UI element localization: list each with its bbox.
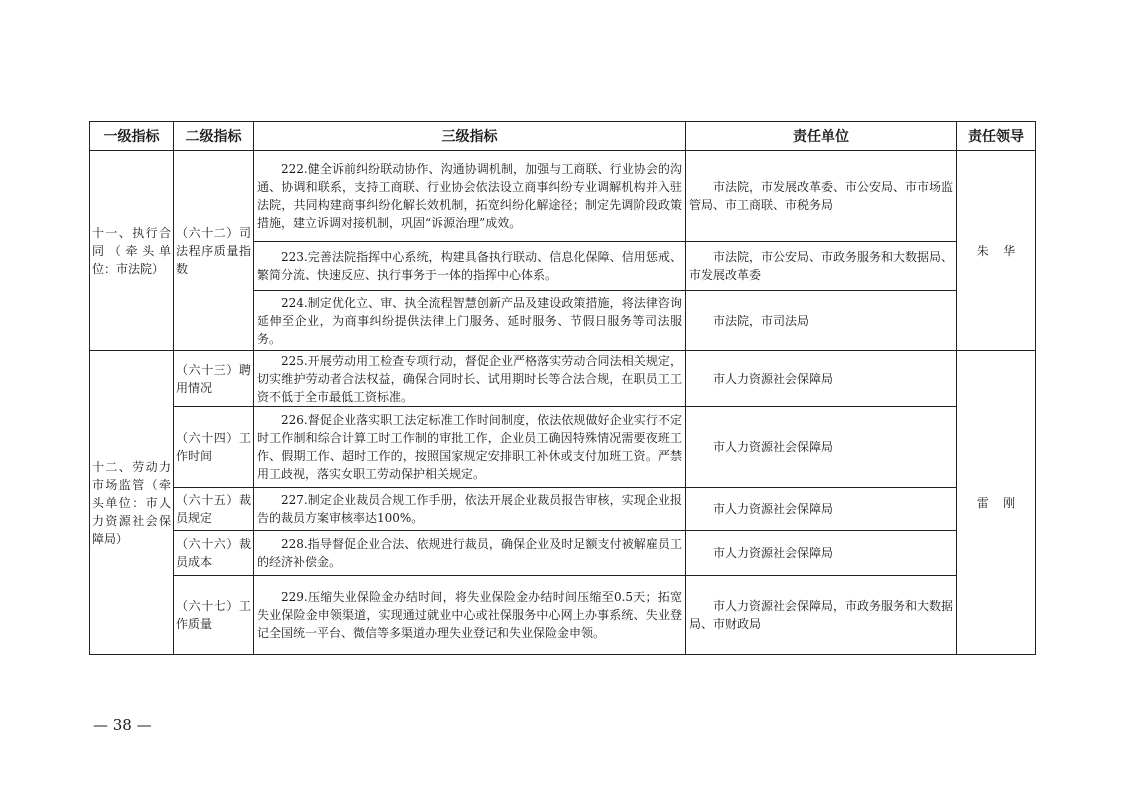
level2-cell: （六十三）聘用情况 (174, 351, 254, 407)
table-row (90, 576, 1036, 655)
leader-cell: 雷刚 (957, 351, 1036, 655)
level2-cell: （六十七）工作质量 (174, 576, 254, 655)
level2-cell: （六十四）工作时间 (174, 407, 254, 488)
leader-cell: 朱华 (957, 151, 1036, 351)
level3-cell: 225.开展劳动用工检查专项行动，督促企业严格落实劳动合同法相关规定，切实维护劳动者合法权益，确保合同时长、试用期时长等合法合规，在职员工工资不低于全市最低工资标准。 (254, 351, 686, 407)
table-row (90, 351, 1036, 407)
units-cell: 市人力资源社会保障局 (686, 351, 957, 407)
table-row (90, 151, 1036, 242)
header-leader: 责任领导 (957, 122, 1036, 151)
table-header-row (90, 122, 1036, 151)
level2-cell: （六十二）司法程序质量指数 (174, 151, 254, 351)
table-row (90, 488, 1036, 531)
header-level2: 二级指标 (174, 122, 254, 151)
units-cell: 市法院，市司法局 (686, 291, 957, 351)
units-cell: 市人力资源社会保障局 (686, 488, 957, 531)
units-cell: 市法院，市公安局、市政务服务和大数据局、市发展改革委 (686, 242, 957, 291)
header-level3: 三级指标 (254, 122, 686, 151)
table-row (90, 531, 1036, 576)
level3-cell: 222.健全诉前纠纷联动协作、沟通协调机制，加强与工商联、行业协会的沟通、协调和联系，支持工商联、行业协会依法设立商事纠纷专业调解机构并入驻法院，共同构建商事纠纷化解长效机制，拓宽纠纷化解途径；制定先调阶段政策措施，建立诉调对接机制，巩固“诉源治理”成效。 (254, 151, 686, 242)
units-cell: 市人力资源社会保障局，市政务服务和大数据局、市财政局 (686, 576, 957, 655)
level3-cell: 229.压缩失业保险金办结时间，将失业保险金办结时间压缩至0.5天；拓宽失业保险金申领渠道，实现通过就业中心或社保服务中心网上办事系统、失业登记全国统一平台、微信等多渠道办理失业登记和失业保险金申领。 (254, 576, 686, 655)
level1-cell: 十二、劳动力市场监管（牵头单位：市人力资源社会保障局） (90, 351, 174, 655)
level3-cell: 224.制定优化立、审、执全流程智慧创新产品及建设政策措施，将法律咨询延伸至企业，为商事纠纷提供法律上门服务、延时服务、节假日服务等司法服务。 (254, 291, 686, 351)
level3-cell: 226.督促企业落实职工法定标准工作时间制度，依法依规做好企业实行不定时工作制和综合计算工时工作制的审批工作，企业员工确因特殊情况需要夜班工作、假期工作、超时工作的，按照国家规定安排职工补休或支付加班工资。严禁用工歧视，落实女职工劳动保护相关规定。 (254, 407, 686, 488)
header-units: 责任单位 (686, 122, 957, 151)
units-cell: 市人力资源社会保障局 (686, 531, 957, 576)
level1-cell: 十一、执行合同（牵头单位：市法院） (90, 151, 174, 351)
header-level1: 一级指标 (90, 122, 174, 151)
level2-cell: （六十六）裁员成本 (174, 531, 254, 576)
level2-cell: （六十五）裁员规定 (174, 488, 254, 531)
level3-cell: 228.指导督促企业合法、依规进行裁员，确保企业及时足额支付被解雇员工的经济补偿金。 (254, 531, 686, 576)
page-number: — 38 — (93, 716, 152, 734)
indicator-table (89, 121, 1036, 655)
level3-cell: 223.完善法院指挥中心系统，构建具备执行联动、信息化保障、信用惩戒、繁简分流、快速反应、执行事务于一体的指挥中心体系。 (254, 242, 686, 291)
units-cell: 市人力资源社会保障局 (686, 407, 957, 488)
units-cell: 市法院，市发展改革委、市公安局、市市场监管局、市工商联、市税务局 (686, 151, 957, 242)
level3-cell: 227.制定企业裁员合规工作手册，依法开展企业裁员报告审核，实现企业报告的裁员方案审核率达100%。 (254, 488, 686, 531)
table-row (90, 407, 1036, 488)
